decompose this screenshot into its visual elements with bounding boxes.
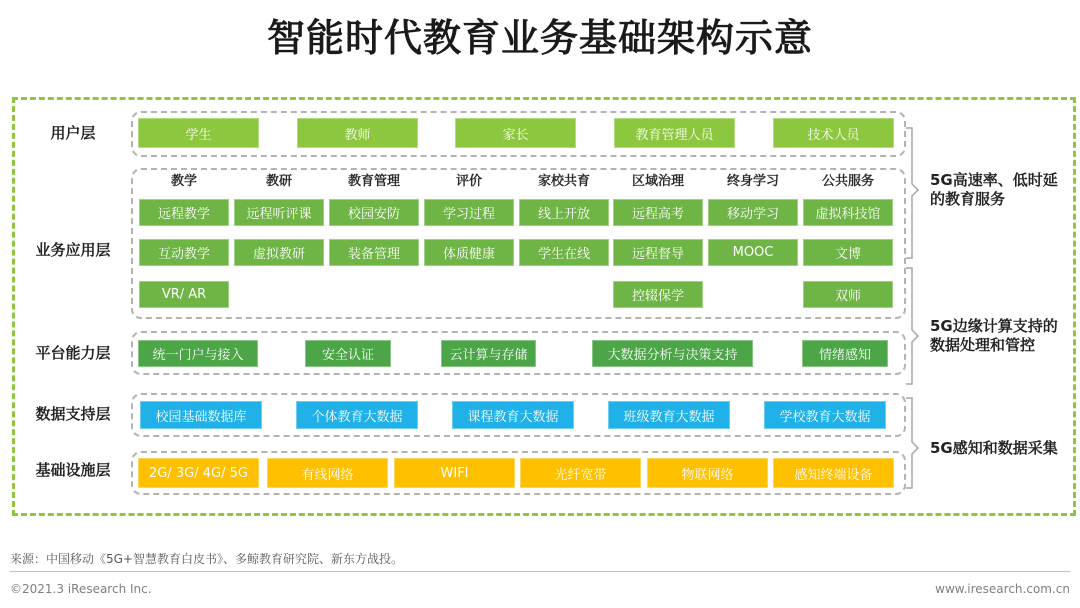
business-column-header: 评价 xyxy=(455,174,482,189)
platform-layer-label: 平台能力层 xyxy=(35,344,111,362)
data-item: 班级教育大数据 xyxy=(608,401,730,429)
platform-item-emotion: 情绪感知 xyxy=(802,340,888,367)
business-item: 学生在线 xyxy=(519,239,609,266)
business-column-header: 公共服务 xyxy=(821,174,874,189)
business-item: 远程督导 xyxy=(613,239,703,266)
platform-item-bigdata: 大数据分析与决策支持 xyxy=(592,340,753,367)
source-note: 来源：中国移动《5G+智慧教育白皮书》、多鲸教育研究院、新东方战投。 xyxy=(10,552,403,566)
infra-layer-label: 基础设施层 xyxy=(35,461,111,479)
platform-item-auth: 安全认证 xyxy=(305,340,391,367)
business-item: 校园安防 xyxy=(329,199,419,226)
business-item: 虚拟教研 xyxy=(234,239,324,266)
business-item: 线上开放 xyxy=(519,199,609,226)
business-item: MOOC xyxy=(708,239,798,266)
business-item: 移动学习 xyxy=(708,199,798,226)
platform-item-portal: 统一门户与接入 xyxy=(138,340,258,367)
data-item: 课程教育大数据 xyxy=(452,401,574,429)
business-item: 控辍保学 xyxy=(613,281,703,308)
copyright: ©2021.3 iResearch Inc. xyxy=(10,582,152,596)
business-item: 双师 xyxy=(803,281,893,308)
business-column-header: 教研 xyxy=(265,174,292,189)
business-column-header: 教学 xyxy=(170,174,197,189)
note-line: 5G高速率、低时延 xyxy=(930,171,1058,189)
infra-item: 物联网络 xyxy=(647,458,768,488)
brace-service xyxy=(906,128,918,258)
infra-item: 感知终端设备 xyxy=(773,458,894,488)
data-item: 学校教育大数据 xyxy=(764,401,886,429)
user-role-student: 学生 xyxy=(138,118,259,148)
page-title: 智能时代教育业务基础架构示意 xyxy=(266,16,813,60)
business-column-header: 教育管理 xyxy=(347,174,400,189)
user-role-parent: 家长 xyxy=(455,118,576,148)
footer-divider xyxy=(10,571,1070,572)
business-item: 远程教学 xyxy=(139,199,229,226)
right-braces xyxy=(900,120,930,500)
business-column-header: 终身学习 xyxy=(726,174,779,189)
business-item: 虚拟科技馆 xyxy=(803,199,893,226)
note-line: 数据处理和管控 xyxy=(930,336,1036,354)
website: www.iresearch.com.cn xyxy=(935,582,1070,596)
business-layer-label: 业务应用层 xyxy=(35,241,111,259)
brace-edge-computing xyxy=(906,268,918,384)
note-line: 的教育服务 xyxy=(930,190,1006,208)
note-edge-computing xyxy=(930,317,1058,355)
business-item: 远程听评课 xyxy=(234,199,324,226)
note-sensing xyxy=(930,439,1058,458)
platform-item-cloud: 云计算与存储 xyxy=(441,340,536,367)
note-line: 5G边缘计算支持的 xyxy=(930,317,1058,335)
business-item: 体质健康 xyxy=(424,239,514,266)
user-role-admin: 教育管理人员 xyxy=(614,118,735,148)
data-item: 校园基础数据库 xyxy=(140,401,262,429)
user-role-tech: 技术人员 xyxy=(773,118,894,148)
note-line: 5G感知和数据采集 xyxy=(930,439,1058,457)
infra-item: 有线网络 xyxy=(267,458,388,488)
business-item: VR/ AR xyxy=(139,281,229,308)
user-role-teacher: 教师 xyxy=(297,118,418,148)
business-item: 文博 xyxy=(803,239,893,266)
data-item: 个体教育大数据 xyxy=(296,401,418,429)
business-item: 远程高考 xyxy=(613,199,703,226)
data-layer-label: 数据支持层 xyxy=(35,405,111,423)
business-column-header: 区域治理 xyxy=(631,174,684,189)
note-low-latency-service xyxy=(930,171,1058,209)
business-column-header: 家校共育 xyxy=(537,174,590,189)
business-item: 学习过程 xyxy=(424,199,514,226)
infra-item: 2G/ 3G/ 4G/ 5G xyxy=(138,458,259,488)
business-item: 装备管理 xyxy=(329,239,419,266)
business-item: 互动教学 xyxy=(139,239,229,266)
infra-item: WIFI xyxy=(394,458,515,488)
brace-sensing xyxy=(906,398,918,488)
user-layer-label: 用户层 xyxy=(50,124,96,142)
infra-item: 光纤宽带 xyxy=(520,458,641,488)
